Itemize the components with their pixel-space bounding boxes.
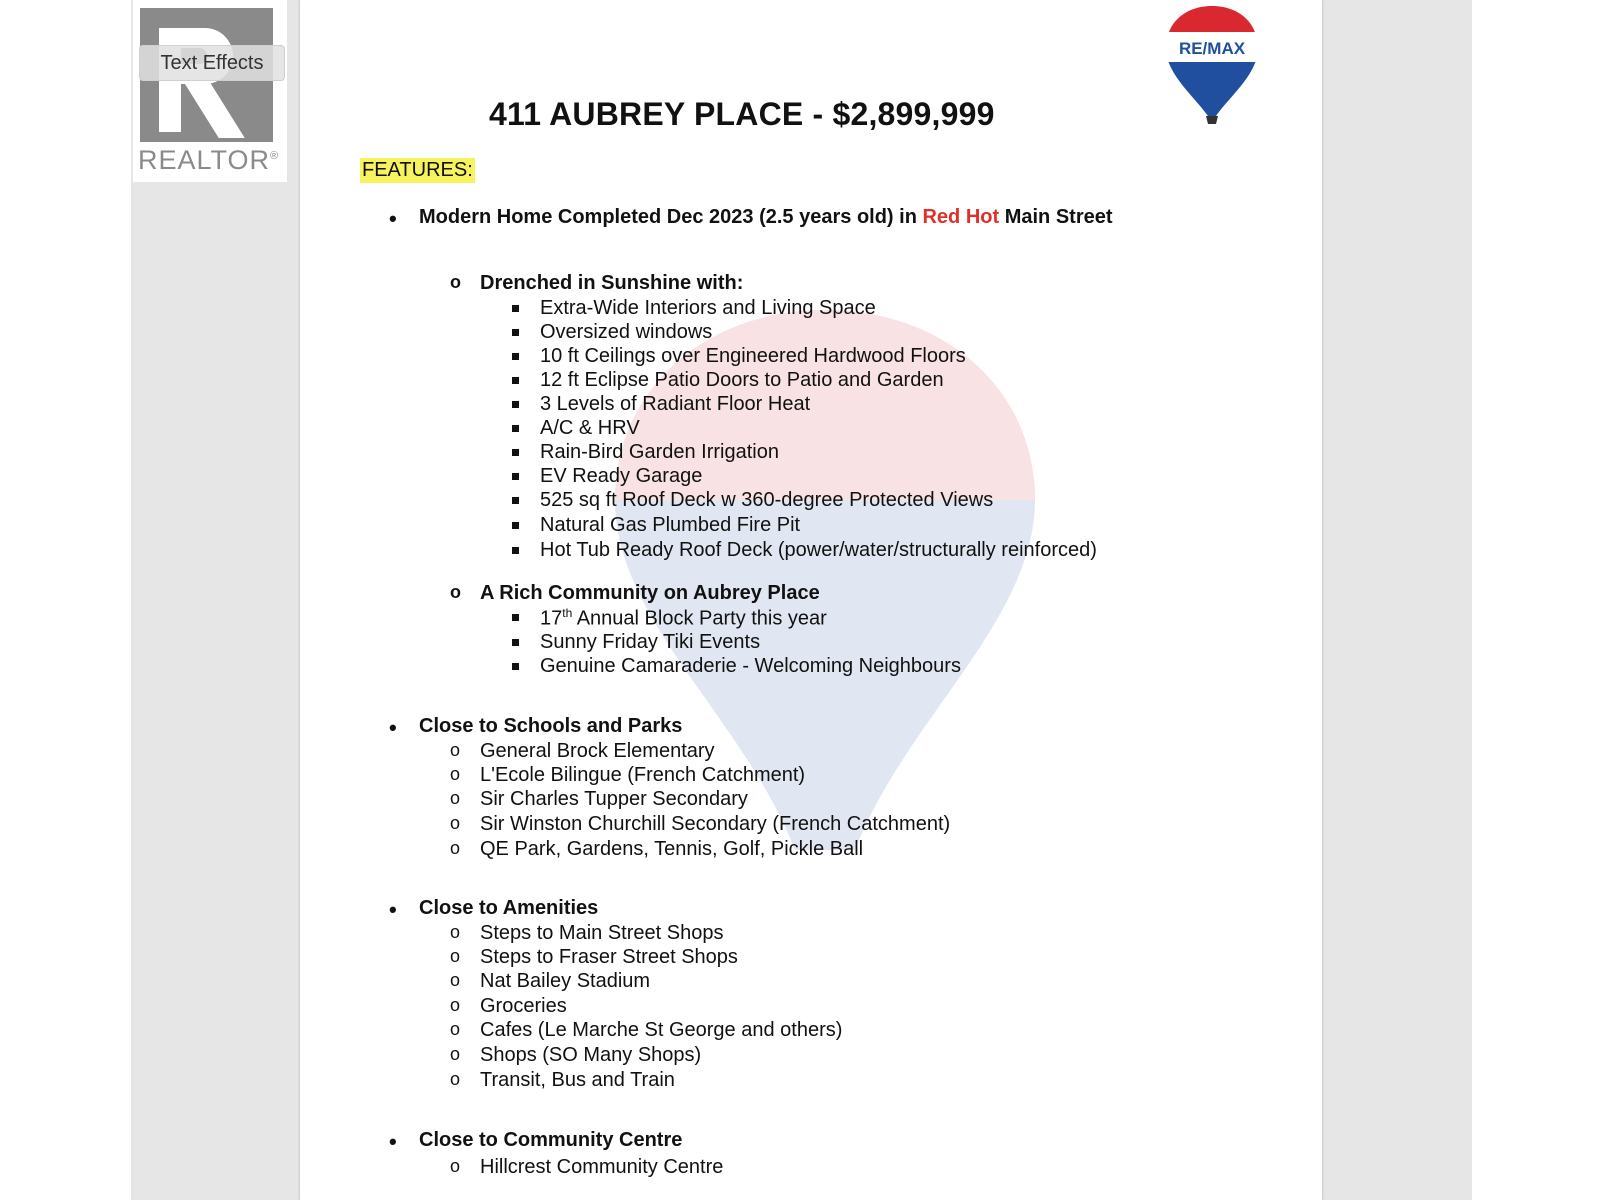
page-title: 411 AUBREY PLACE - $2,899,999	[489, 96, 995, 132]
list-item: Hot Tub Ready Roof Deck (power/water/structurally reinforced)	[540, 539, 1097, 561]
list-item: 10 ft Ceilings over Engineered Hardwood Floors	[540, 345, 966, 367]
realtor-registered-mark: ®	[270, 150, 280, 162]
block-party-text: Annual Block Party this year	[572, 607, 827, 630]
list-item: o Sir Charles Tupper Secondary	[480, 788, 748, 811]
list-item: o Sir Winston Churchill Secondary (French Catchment)	[480, 813, 950, 836]
list-item: o Shops (SO Many Shops)	[480, 1044, 701, 1067]
remax-balloon-icon	[1164, 4, 1260, 128]
features-label: FEATURES:	[362, 159, 473, 181]
list-item: Sunny Friday Tiki Events	[540, 631, 761, 653]
list-item: o Transit, Bus and Train	[480, 1069, 675, 1092]
schools-heading: • Close to Schools and Parks	[419, 715, 682, 738]
text-effects-tooltip: Text Effects	[139, 45, 285, 81]
list-item: o Nat Bailey Stadium	[480, 970, 650, 993]
intro-highlight: Red Hot	[922, 206, 1000, 228]
list-item	[540, 606, 827, 631]
intro-text-end: Main Street	[999, 206, 1113, 228]
list-item: 525 sq ft Roof Deck w 360-degree Protected Views	[540, 489, 994, 511]
right-gutter	[1322, 0, 1472, 1200]
list-item: Genuine Camaraderie - Welcoming Neighbours	[540, 655, 961, 677]
list-item: A/C & HRV	[540, 417, 640, 439]
sunshine-heading: o Drenched in Sunshine with:	[480, 272, 743, 295]
community-heading: o A Rich Community on Aubrey Place	[480, 582, 820, 605]
list-item: 12 ft Eclipse Patio Doors to Patio and Garden	[540, 369, 944, 391]
list-item: o Steps to Main Street Shops	[480, 922, 723, 945]
list-item: Extra-Wide Interiors and Living Space	[540, 297, 876, 319]
realtor-logo-word: REALTOR	[138, 145, 271, 175]
list-item: o QE Park, Gardens, Tennis, Golf, Pickle Ball	[480, 838, 863, 861]
list-item: Oversized windows	[540, 321, 713, 343]
list-item: Natural Gas Plumbed Fire Pit	[540, 514, 801, 536]
list-item: o Groceries	[480, 995, 567, 1018]
block-party-number: 17	[540, 607, 563, 630]
list-item: o Cafes (Le Marche St George and others)	[480, 1019, 842, 1042]
list-item: 3 Levels of Radiant Floor Heat	[540, 393, 811, 415]
list-item: Rain-Bird Garden Irrigation	[540, 441, 779, 463]
intro-text: Modern Home Completed Dec 2023 (2.5 years old) in	[419, 206, 923, 228]
list-item: o Steps to Fraser Street Shops	[480, 946, 738, 969]
block-party-ordinal: th	[562, 606, 573, 620]
remax-logo-text: RE/MAX	[1178, 39, 1246, 58]
intro-bullet	[419, 206, 1113, 229]
centre-heading: • Close to Community Centre	[419, 1129, 682, 1152]
amenities-heading: • Close to Amenities	[419, 897, 598, 920]
list-item: o General Brock Elementary	[480, 740, 715, 763]
realtor-logo	[133, 0, 287, 182]
list-item: o L'Ecole Bilingue (French Catchment)	[480, 764, 805, 787]
list-item: EV Ready Garage	[540, 465, 703, 487]
list-item: o Hillcrest Community Centre	[480, 1156, 723, 1179]
